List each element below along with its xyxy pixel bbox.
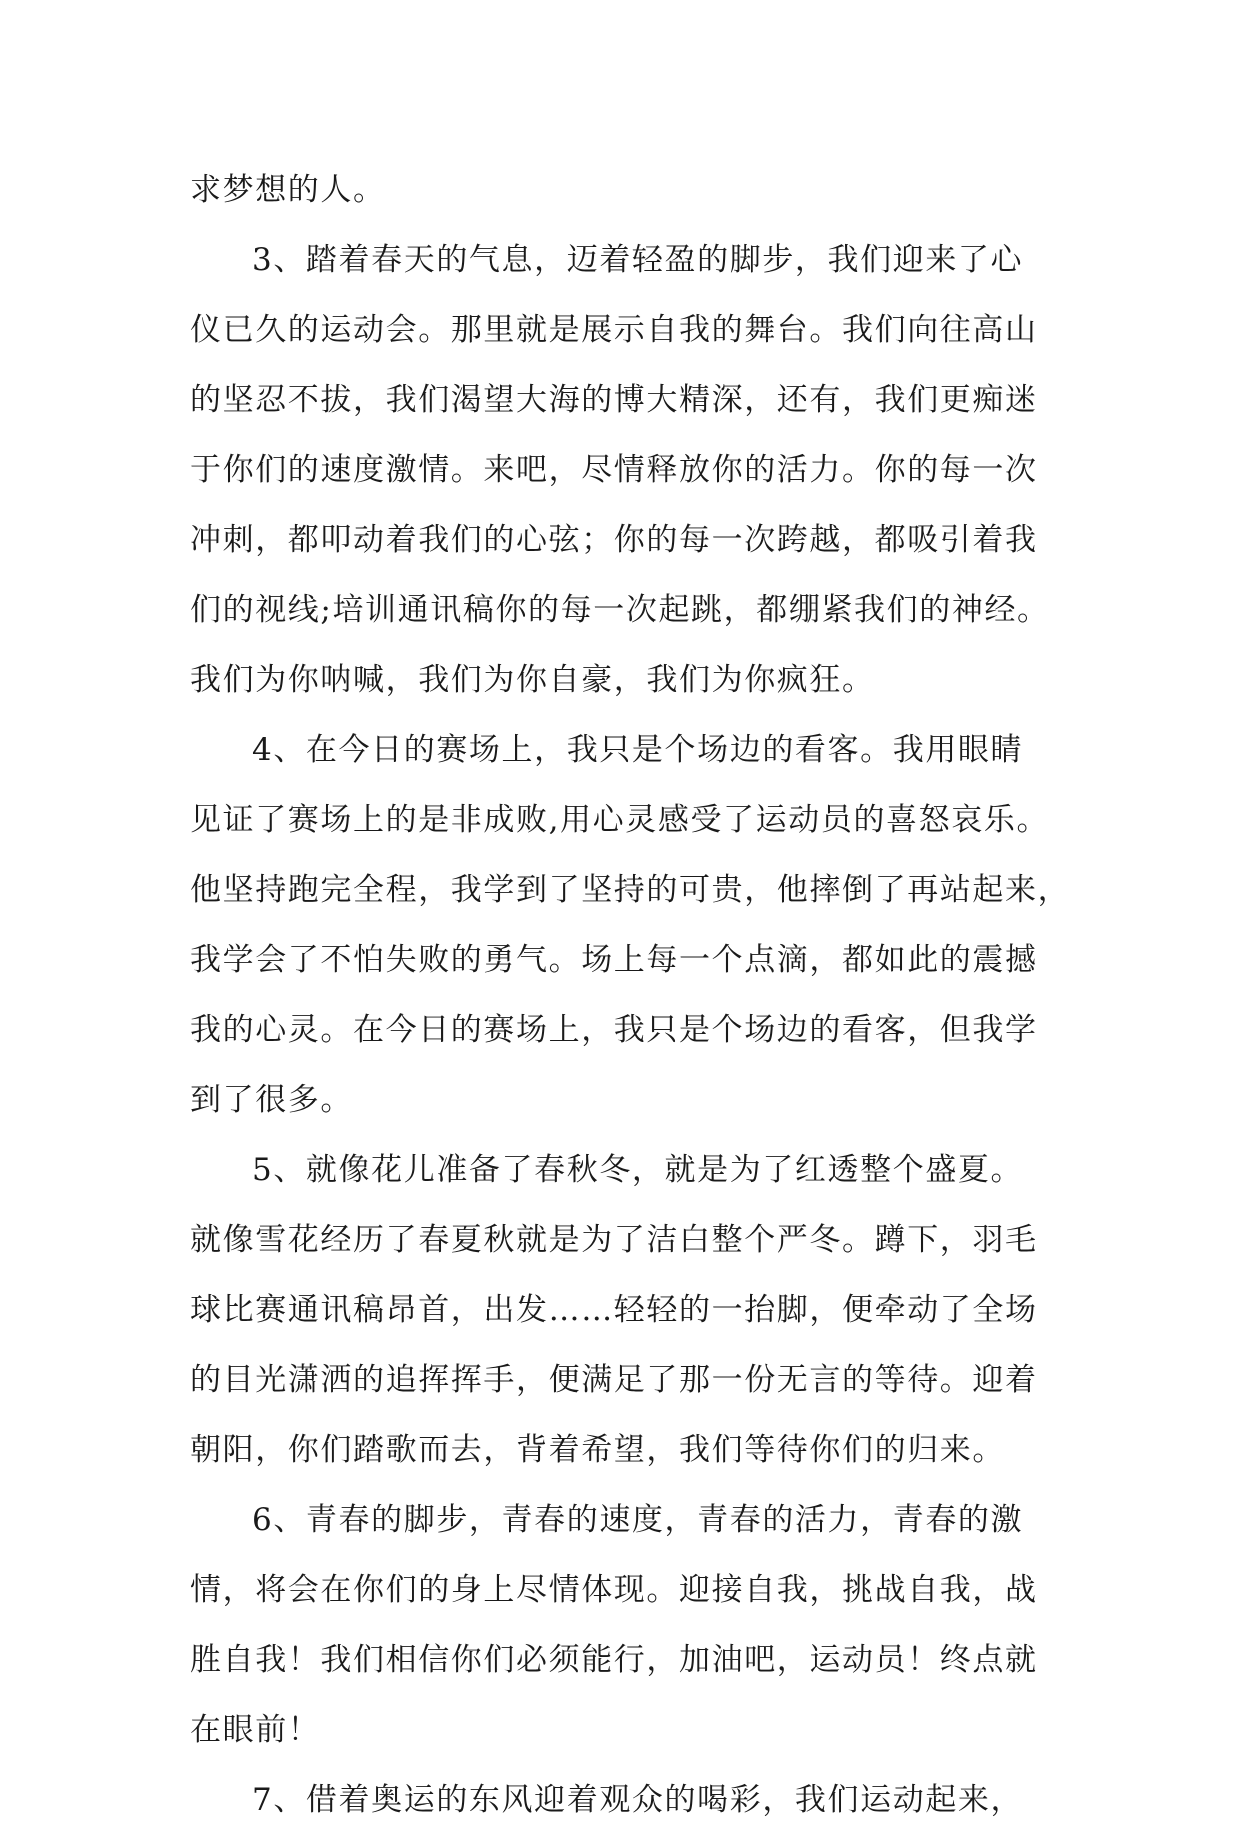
- paragraph-first-line: 7、借着奥运的东风迎着观众的喝彩，我们运动起来，: [252, 1782, 1024, 1818]
- text-line: 胜自我！我们相信你们必须能行，加油吧，运动员！终点就: [190, 1642, 1038, 1678]
- document-body: [190, 155, 1071, 1835]
- text-line: 在眼前！: [190, 1712, 321, 1748]
- text-line: 的坚忍不拔，我们渴望大海的博大精深，还有，我们更痴迷: [190, 382, 1038, 418]
- paragraph-first-line: 4、在今日的赛场上，我只是个场边的看客。我用眼睛: [252, 732, 1024, 768]
- text-line: 情，将会在你们的身上尽情体现。迎接自我，挑战自我，战: [190, 1572, 1038, 1608]
- text-line: 求梦想的人。: [190, 172, 386, 208]
- text-line: 我学会了不怕失败的勇气。场上每一个点滴，都如此的震撼: [190, 942, 1038, 978]
- text-line: 们的视线;培训通讯稿你的每一次起跳，都绷紧我们的神经。: [190, 592, 1050, 628]
- text-line: 到了很多。: [190, 1082, 353, 1118]
- text-line: 球比赛通讯稿昂首，出发……轻轻的一抬脚，便牵动了全场: [190, 1292, 1038, 1328]
- text-line: 于你们的速度激情。来吧，尽情释放你的活力。你的每一次: [190, 452, 1038, 488]
- text-line: 朝阳，你们踏歌而去，背着希望，我们等待你们的归来。: [190, 1432, 1005, 1468]
- text-line: 仪已久的运动会。那里就是展示自我的舞台。我们向往高山: [190, 312, 1038, 348]
- text-line: 我的心灵。在今日的赛场上，我只是个场边的看客，但我学: [190, 1012, 1038, 1048]
- paragraph-first-line: 3、踏着春天的气息，迈着轻盈的脚步，我们迎来了心: [252, 242, 1024, 278]
- text-line: 冲刺，都叩动着我们的心弦；你的每一次跨越，都吸引着我: [190, 522, 1038, 558]
- paragraph-first-line: 5、就像花儿准备了春秋冬，就是为了红透整个盛夏。: [252, 1152, 1024, 1188]
- paragraph-first-line: 6、青春的脚步，青春的速度，青春的活力，青春的激: [252, 1502, 1024, 1538]
- text-line: 他坚持跑完全程，我学到了坚持的可贵，他摔倒了再站起来，: [190, 872, 1071, 908]
- text-line: 就像雪花经历了春夏秋就是为了洁白整个严冬。蹲下，羽毛: [190, 1222, 1038, 1258]
- text-line: 的目光潇洒的追挥挥手，便满足了那一份无言的等待。迎着: [190, 1362, 1038, 1398]
- text-line: 我们为你呐喊，我们为你自豪，我们为你疯狂。: [190, 662, 875, 698]
- text-line: 见证了赛场上的是非成败,用心灵感受了运动员的喜怒哀乐。: [190, 802, 1050, 838]
